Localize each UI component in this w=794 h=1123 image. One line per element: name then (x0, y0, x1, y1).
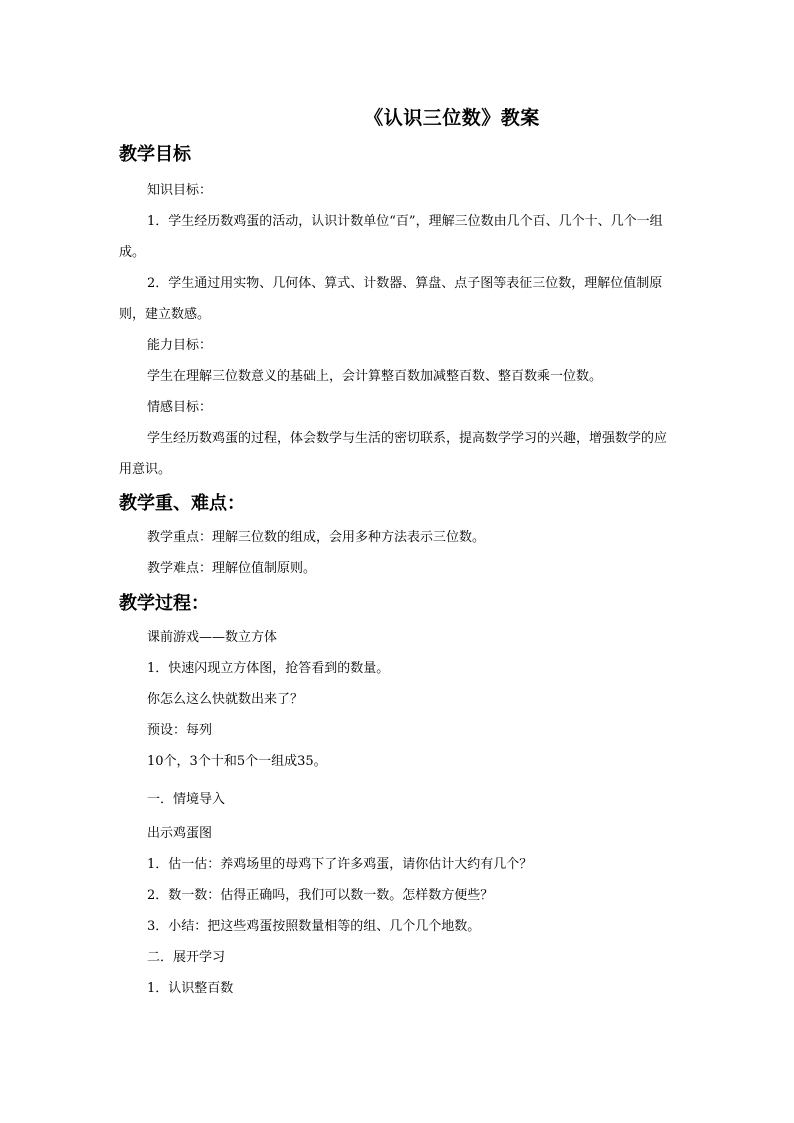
process-line: 3．小结：把这些鸡蛋按照数量相等的组、几个几个地数。 (147, 919, 481, 934)
process-line: 1．快速闪现立方体图，抢答看到的数量。 (147, 661, 390, 676)
page-title: 《认识三位数》教案 (364, 107, 540, 129)
ability-goal-label: 能力目标： (147, 338, 213, 353)
section-heading-objectives: 教学目标 (119, 144, 191, 165)
process-line: 你怎么这么快就数出来了？ (147, 692, 304, 707)
process-line: 出示鸡蛋图 (147, 826, 213, 841)
process-line: 2．数一数：估得正确吗，我们可以数一数。怎样数方便些？ (147, 888, 494, 903)
document-body (119, 143, 675, 1004)
key-point: 教学重点：理解三位数的组成，会用多种方法表示三位数。 (147, 530, 486, 545)
section-heading-key-points: 教学重、难点： (119, 493, 245, 514)
ability-goal-text: 学生在理解三位数意义的基础上，会计算整百数加减整百数、整百数乘一位数。 (147, 369, 603, 384)
process-line: 10个，3个十和5个一组成35。 (147, 754, 327, 769)
emotion-goal-text: 学生经历数鸡蛋的过程，体会数学与生活的密切联系，提高数学学习的兴趣，增强数学的应用意识。 (119, 431, 668, 477)
knowledge-goal-1: 1．学生经历数鸡蛋的活动，认识计数单位“百”，理解三位数由几个百、几个十、几个一组成。 (119, 214, 663, 260)
process-line: 1．认识整百数 (147, 981, 234, 996)
process-subheading: 一．情境导入 (147, 792, 226, 807)
process-line: 1．估一估：养鸡场里的母鸡下了许多鸡蛋，请你估计大约有几个？ (147, 857, 533, 872)
process-subheading: 二．展开学习 (147, 950, 226, 965)
section-heading-process: 教学过程： (119, 593, 209, 614)
knowledge-goal-2: 2．学生通过用实物、几何体、算式、计数器、算盘、点子图等表征三位数，理解位值制原则，建立数感。 (119, 276, 663, 322)
knowledge-goal-label: 知识目标： (147, 183, 213, 198)
emotion-goal-label: 情感目标： (147, 400, 213, 415)
difficult-point: 教学难点：理解位值制原则。 (147, 561, 317, 576)
process-line: 课前游戏——数立方体 (147, 630, 278, 645)
process-line: 预设：每列 (147, 723, 213, 738)
